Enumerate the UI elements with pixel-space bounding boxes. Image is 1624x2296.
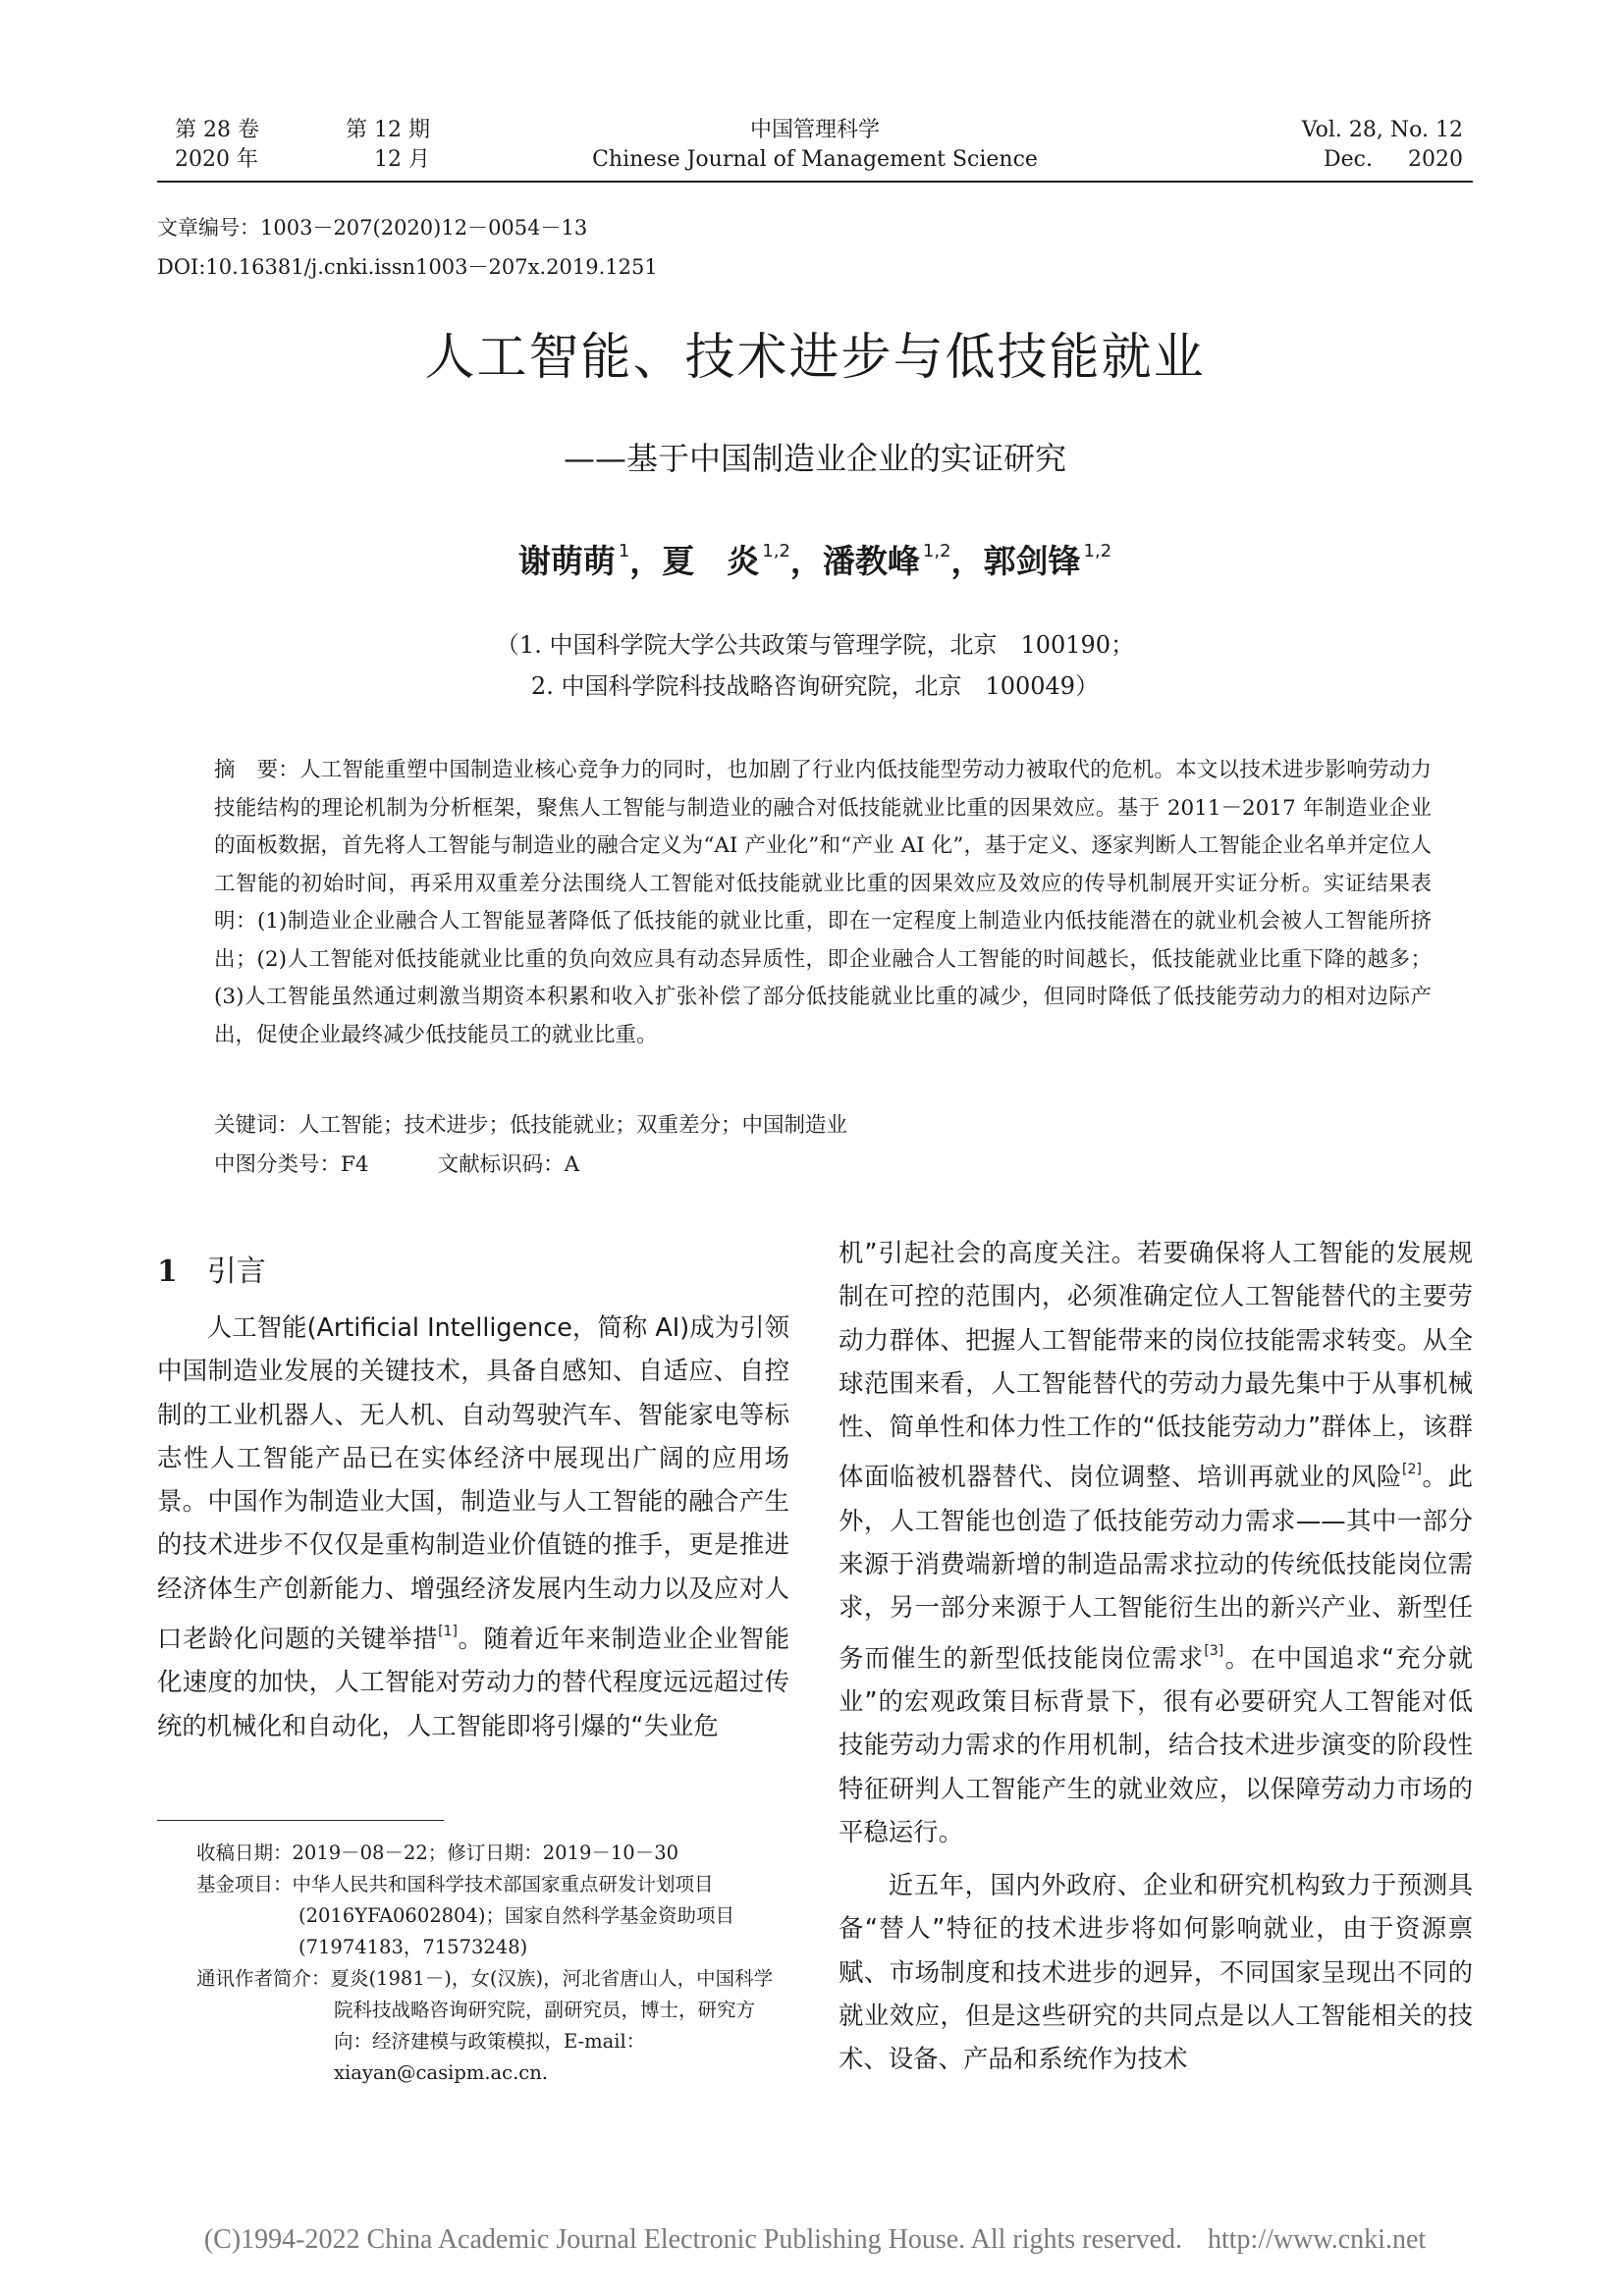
footnote-label: 基金项目： [196,1873,293,1896]
footnote-dates: 收稿日期：2019－08－22；修订日期：2019－10－30 [196,1842,679,1864]
article-number: 文章编号：1003－207(2020)12－0054－13 [157,216,588,240]
body-text: 人工智能(Artificial Intelligence，简称 AI)成为引领中国制造业发展的关键技术，具备自感知、自适应、自控制的工业机器人、无人机、自动驾驶汽车、智能家电等标志性人工智能产品已在实体经济中展现出广阔的应用场景。中国作为制造业大国，制造业与人工智能的融合产生的技术进步不仅仅是重构制造业价值链的推手，更是推进经济体生产创新能力、增强经济发展内生动力以及应对人口老龄化问题的关键举措 [157,1312,789,1654]
body-text: 机”引起社会的高度关注。若要确保将人工智能的发展规制在可控的范围内，必须准确定位人工智能替代的主要劳动力群体、把握人工智能带来的岗位技能需求转变。从全球范围来看，人工智能替代的劳动力最先集中于从事机械性、简单性和体力性工作的“低技能劳动力”群体上，该群体面临被机器替代、岗位调整、培训再就业的风险 [839,1238,1473,1492]
month-en: Dec. [1324,147,1373,172]
month-cn: 12 月 [374,147,430,172]
keywords: 关键词：人工智能；技术进步；低技能就业；双重差分；中国制造业 [214,1113,848,1138]
article-subtitle: ——基于中国制造业企业的实证研究 [563,440,1066,477]
body-column-right [839,1231,1473,2081]
footnote-fund [196,1869,789,1963]
author-affiliation-mark: 1,2 [922,541,951,561]
author-separator: ， [789,542,823,580]
copyright-footer [39,2220,1591,2260]
volume-en: Vol. 28, No. 12 [1301,118,1463,142]
article-title: 人工智能、技术进步与低技能就业 [424,329,1206,387]
author-list [157,527,1473,586]
author-affiliation-mark: 1,2 [1083,541,1112,561]
author-affiliation-mark: 1 [618,541,630,561]
author-separator: ， [950,542,984,580]
footnote-rule [157,1820,444,1821]
doi: DOI:10.16381/j.cnki.issn1003－207x.2019.1251 [157,255,658,279]
volume-cn: 第 28 卷 [175,118,259,142]
header-rule [157,181,1473,183]
affiliation-1: （1. 中国科学院大学公共政策与管理学院，北京 100190； [495,631,1135,659]
year-en: 2020 [1408,147,1463,172]
year-cn: 2020 年 [175,147,258,172]
body-text: 。此外，人工智能也创造了低技能劳动力需求——其中一部分来源于消费端新增的制造品需求拉动的传统低技能岗位需求，另一部分来源于人工智能衍生出的新兴产业、新型任务而催生的新型低技能岗位需求 [839,1462,1474,1673]
citation-ref[interactable]: [2] [1401,1462,1422,1478]
issue-cn: 第 12 期 [346,118,430,142]
body-column-left [157,1306,789,1747]
classification-line [214,1147,1432,1184]
section-title: 引言 [206,1255,266,1289]
citation-ref[interactable]: [1] [438,1624,458,1640]
body-paragraph [157,1306,789,1747]
header-journal [550,116,1080,175]
clc-number: 中图分类号：F4 [214,1152,369,1177]
body-paragraph [839,1231,1473,1853]
abstract [214,752,1432,1054]
author-affiliation-mark: 1,2 [762,541,790,561]
copyright-text: (C)1994-2022 China Academic Journal Electronic Publishing House. All rights reserved. [203,2224,1182,2255]
footnote-author [196,1963,789,2089]
header-volume-info [175,116,430,175]
body-text: 。在中国追求“充分就业”的宏观政策目标背景下，很有必要研究人工智能对低技能劳动力需求的作用机制，结合技术进步演变的阶段性特征研判人工智能产生的就业效应，以保障劳动力市场的平稳运行。 [839,1642,1474,1846]
journal-name-en: Chinese Journal of Management Science [592,147,1038,172]
citation-ref[interactable]: [3] [1204,1642,1224,1659]
header-volume-info-en [1208,116,1463,175]
footnote-label: 通讯作者简介： [196,1967,331,1990]
body-paragraph: 近五年，国内外政府、企业和研究机构致力于预测具备“替人”特征的技术进步将如何影响就业，由于资源禀赋、市场制度和技术进步的迥异，不同国家呈现出不同的就业效应，但是这些研究的共同点是以人工智能相关的技术、设备、产品和系统作为技术 [839,1870,1473,2074]
footnote-text: 夏炎(1981－)，女(汉族)，河北省唐山人，中国科学院科技战略咨询研究院，副研究员，博士，研究方向：经济建模与政策模拟，E-mail：xiayan@casipm.ac.cn. [330,1967,774,2084]
journal-name-cn: 中国管理科学 [749,118,880,142]
cnki-link[interactable]: http://www.cnki.net [1208,2224,1427,2255]
author-separator: ， [629,542,663,580]
section-heading [157,1251,266,1294]
document-code: 文献标识码：A [437,1152,580,1177]
affiliation-2: 2. 中国科学院科技战略咨询研究院，北京 100049） [530,672,1100,700]
abstract-text: 摘 要：人工智能重塑中国制造业核心竞争力的同时，也加剧了行业内低技能型劳动力被取代的危机。本文以技术进步影响劳动力技能结构的理论机制为分析框架，聚焦人工智能与制造业的融合对低技能就业比重的因果效应。基于 2011－2017 年制造业企业的面板数据，首先将人工智能与制造业的融合定义为“AI 产业化”和“产业 AI 化”，基于定义、逐家判断人工智能企业名单并定位人工智能的初始时间，再采用双重差分法围绕人工智能对低技能就业比重的因果效应及效应的传导机制展开实证分析。实证结果表明：(1)制造业企业融合人工智能显著降低了低技能的就业比重，即在一定程度上制造业内低技能潜在的就业机会被人工智能所挤出；(2)人工智能对低技能就业比重的负向效应具有动态异质性，即企业融合人工智能的时间越长，低技能就业比重下降的越多；(3)人工智能虽然通过刺激当期资本积累和收入扩张补偿了部分低技能就业比重的减少，但同时降低了低技能劳动力的相对边际产出，促使企业最终减少低技能员工的就业比重。 [214,758,1432,1047]
author-name: 谢萌萌 [517,542,616,580]
author-name: 郭剑锋 [983,542,1081,580]
author-name: 夏 炎 [662,542,760,580]
section-number: 1 [157,1255,178,1289]
body-text: 。随着近年来制造业企业智能化速度的加快，人工智能对劳动力的替代程度远远超过传统的机械化和自动化，人工智能即将引爆的“失业危 [157,1624,790,1740]
footnote-text: 中华人民共和国科学技术部国家重点研发计划项目(2016YFA0602804)；国家自然科学基金资助项目(71974183，71573248) [292,1873,734,1958]
footnotes [196,1838,789,2089]
author-name: 潘教峰 [822,542,920,580]
